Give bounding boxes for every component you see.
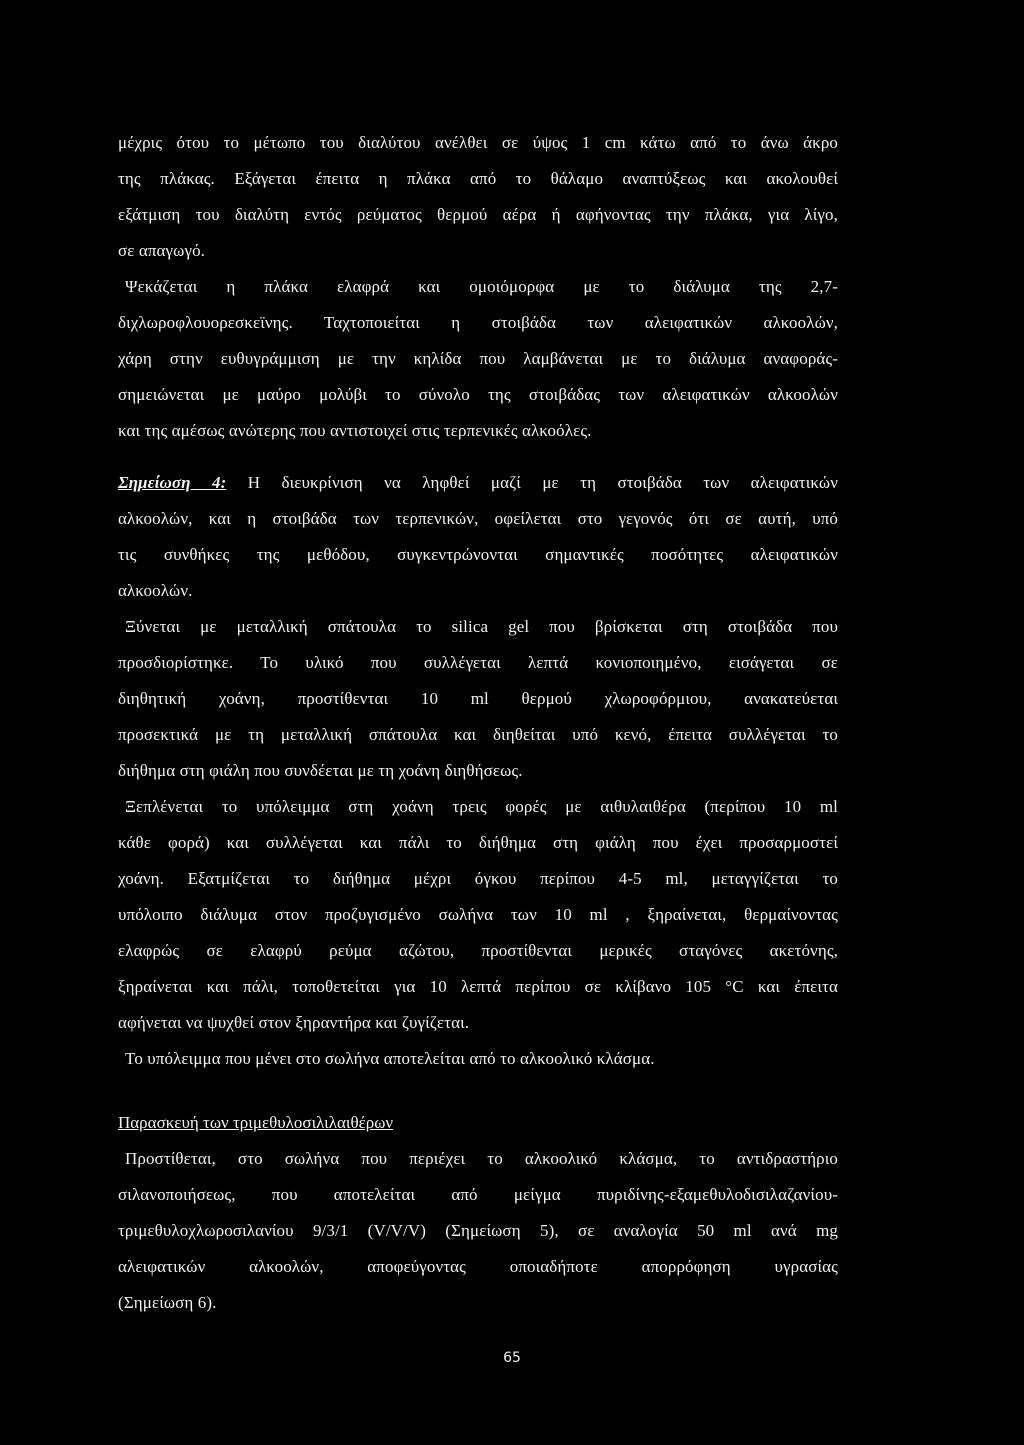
- text-line: προσεκτικά με τη μεταλλική σπάτουλα και διηθείται υπό κενό, έπειτα συλλέγεται το: [118, 725, 838, 744]
- text-line: και της αμέσως ανώτερης που αντιστοιχεί στις τερπενικές αλκοόλες.: [118, 421, 592, 440]
- text-line: αλκοολών.: [118, 581, 193, 600]
- text-line: [118, 465, 838, 501]
- paragraph-preparation: [118, 1141, 838, 1321]
- text-line: διήθημα στη φιάλη που συνδέεται με τη χοάνη διηθήσεως.: [118, 761, 523, 780]
- text-line: Ψεκάζεται η πλάκα ελαφρά και ομοιόμορφα με το διάλυμα της 2,7-: [125, 277, 838, 296]
- text-line: σημειώνεται με μαύρο μολύβι το σύνολο της στοιβάδας των αλειφατικών αλκοολών: [118, 385, 838, 404]
- text-line: Το υπόλειμμα που μένει στο σωλήνα αποτελείται από το αλκοολικό κλάσμα.: [125, 1049, 655, 1068]
- section-heading: Παρασκευή των τριμεθυλοσιλιλαιθέρων: [118, 1113, 394, 1132]
- paragraph-rinsing: [118, 789, 838, 1041]
- note-label: Σημείωση 4:: [118, 473, 227, 492]
- text-line: αφήνεται να ψυχθεί στον ξηραντήρα και ζυγίζεται.: [118, 1013, 470, 1032]
- note-4: [118, 465, 838, 609]
- paragraph-residue: [118, 1041, 838, 1077]
- text-line: (Σημείωση 6).: [118, 1293, 217, 1312]
- text-line: ελαφρώς σε ελαφρύ ρεύμα αζώτου, προστίθενται μερικές σταγόνες ακετόνης,: [118, 941, 838, 960]
- text-line: χοάνη. Εξατμίζεται το διήθημα μέχρι όγκου περίπου 4-5 ml, μεταγγίζεται το: [118, 869, 838, 888]
- text-line: διηθητική χοάνη, προστίθενται 10 ml θερμού χλωροφόρμιου, ανακατεύεται: [118, 689, 838, 708]
- text-line: εξάτμιση του διαλύτη εντός ρεύματος θερμού αέρα ή αφήνοντας την πλάκα, για λίγο,: [118, 205, 838, 224]
- text-line: υπόλοιπο διάλυμα στον προζυγισμένο σωλήνα των 10 ml , ξηραίνεται, θερμαίνοντας: [118, 905, 838, 924]
- text-line: σιλανοποιήσεως, που αποτελείται από μείγμα πυριδίνης-εξαμεθυλοδισιλαζανίου-: [118, 1185, 838, 1204]
- text-line: τις συνθήκες της μεθόδου, συγκεντρώνονται σημαντικές ποσότητες αλειφατικών: [118, 545, 838, 564]
- text-line: κάθε φορά) και συλλέγεται και πάλι το διήθημα στη φιάλη που έχει προσαρμοστεί: [118, 833, 838, 852]
- text-line: ξηραίνεται και πάλι, τοποθετείται για 10 λεπτά περίπου σε κλίβανο 105 °C και έπειτα: [118, 977, 838, 996]
- text-line: προσδιορίστηκε. Το υλικό που συλλέγεται λεπτά κονιοποιημένο, εισάγεται σε: [118, 653, 838, 672]
- text-line: τριμεθυλοχλωροσιλανίου 9/3/1 (V/V/V) (Σημείωση 5), σε αναλογία 50 ml ανά mg: [118, 1221, 838, 1240]
- text-line: αλκοολών, και η στοιβάδα των τερπενικών, οφείλεται στο γεγονός ότι σε αυτή, υπό: [118, 509, 838, 528]
- text-line: αλειφατικών αλκοολών, αποφεύγοντας οποιαδήποτε απορρόφηση υγρασίας: [118, 1257, 838, 1276]
- text-line: Προστίθεται, στο σωλήνα που περιέχει το αλκοολικό κλάσμα, το αντιδραστήριο: [125, 1149, 838, 1168]
- text-line: σε απαγωγό.: [118, 241, 206, 260]
- text-line: της πλάκας. Εξάγεται έπειτα η πλάκα από το θάλαμο αναπτύξεως και ακολουθεί: [118, 169, 838, 188]
- text-line: χάρη στην ευθυγράμμιση με την κηλίδα που λαμβάνεται με το διάλυμα αναφοράς-: [118, 349, 838, 368]
- text-line: Ξύνεται με μεταλλική σπάτουλα το silica gel που βρίσκεται στη στοιβάδα που: [125, 617, 838, 636]
- text-line: μέχρις ότου το μέτωπο του διαλύτου ανέλθει σε ύψος 1 cm κάτω από το άνω άκρο: [118, 133, 838, 152]
- text-line: διχλωροφλουορεσκεϊνης. Ταχτοποιείται η στοιβάδα των αλειφατικών αλκοολών,: [118, 313, 838, 332]
- paragraph-continuation: [118, 125, 838, 269]
- paragraph-scraping: [118, 609, 838, 789]
- text-line: Ξεπλένεται το υπόλειμμα στη χοάνη τρεις φορές με αιθυλαιθέρα (περίπου 10 ml: [125, 797, 838, 816]
- paragraph-spraying: [118, 269, 838, 449]
- page-number: 65: [503, 1350, 521, 1366]
- document-page: [118, 125, 838, 1321]
- note-text: Η διευκρίνιση να ληφθεί μαζί με τη στοιβάδα των αλειφατικών: [247, 473, 838, 492]
